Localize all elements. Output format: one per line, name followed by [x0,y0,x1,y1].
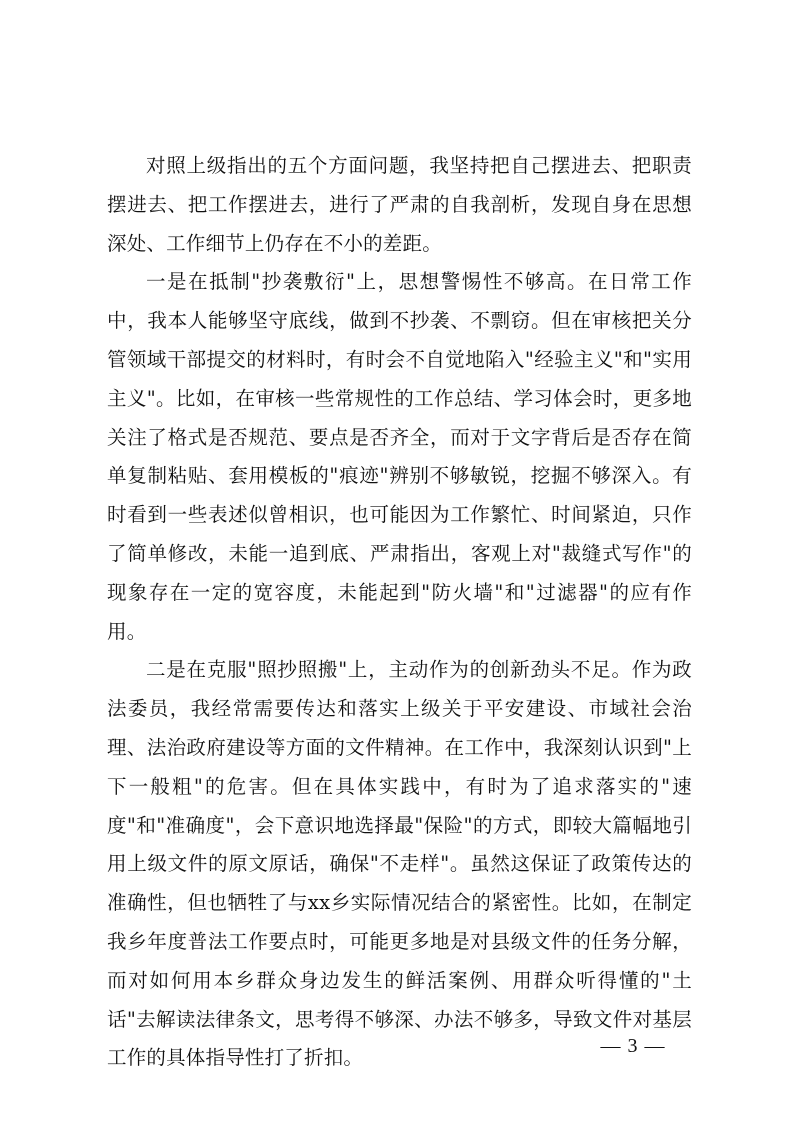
paragraph-point-two: 二是在克服"照抄照搬"上，主动作为的创新劲头不足。作为政法委员，我经常需要传达和落实上级关于平安建设、市域社会治理、法治政府建设等方面的文件精神。在工作中，我深刻认识到"上下一般粗"的危害。但在具体实践中，有时为了追求落实的"速度"和"准确度"，会下意识地选择最"保险"的方式，即较大篇幅地引用上级文件的原文原话，确保"不走样"。虽然这保证了政策传达的准确性，但也牺牲了与xx乡实际情况结合的紧密性。比如，在制定我乡年度普法工作要点时，可能更多地是对县级文件的任务分解，而对如何用本乡群众身边发生的鲜活案例、用群众听得懂的"土话"去解读法律条文，思考得不够深、办法不够多，导致文件对基层工作的具体指导性打了折扣。 [107,658,692,1070]
paragraph-intro: 对照上级指出的五个方面问题，我坚持把自己摆进去、把职责摆进去、把工作摆进去，进行了严肃的自我剖析，发现自身在思想深处、工作细节上仍存在不小的差距。 [107,154,692,255]
document-body [107,147,692,1078]
paragraph-point-one: 一是在抵制"抄袭敷衍"上，思想警惕性不够高。在日常工作中，我本人能够坚守底线，做到不抄袭、不剽窃。但在审核把关分管领域干部提交的材料时，有时会不自觉地陷入"经验主义"和"实用主义"。比如，在审核一些常规性的工作总结、学习体会时，更多地关注了格式是否规范、要点是否齐全，而对于文字背后是否存在简单复制粘贴、套用模板的"痕迹"辨别不够敏锐，挖掘不够深入。有时看到一些表述似曾相识，也可能因为工作繁忙、时间紧迫，只作了简单修改，未能一追到底、严肃指出，客观上对"裁缝式写作"的现象存在一定的宽容度，未能起到"防火墙"和"过滤器"的应有作用。 [107,270,692,643]
page-number: — 3 — [600,1035,666,1057]
